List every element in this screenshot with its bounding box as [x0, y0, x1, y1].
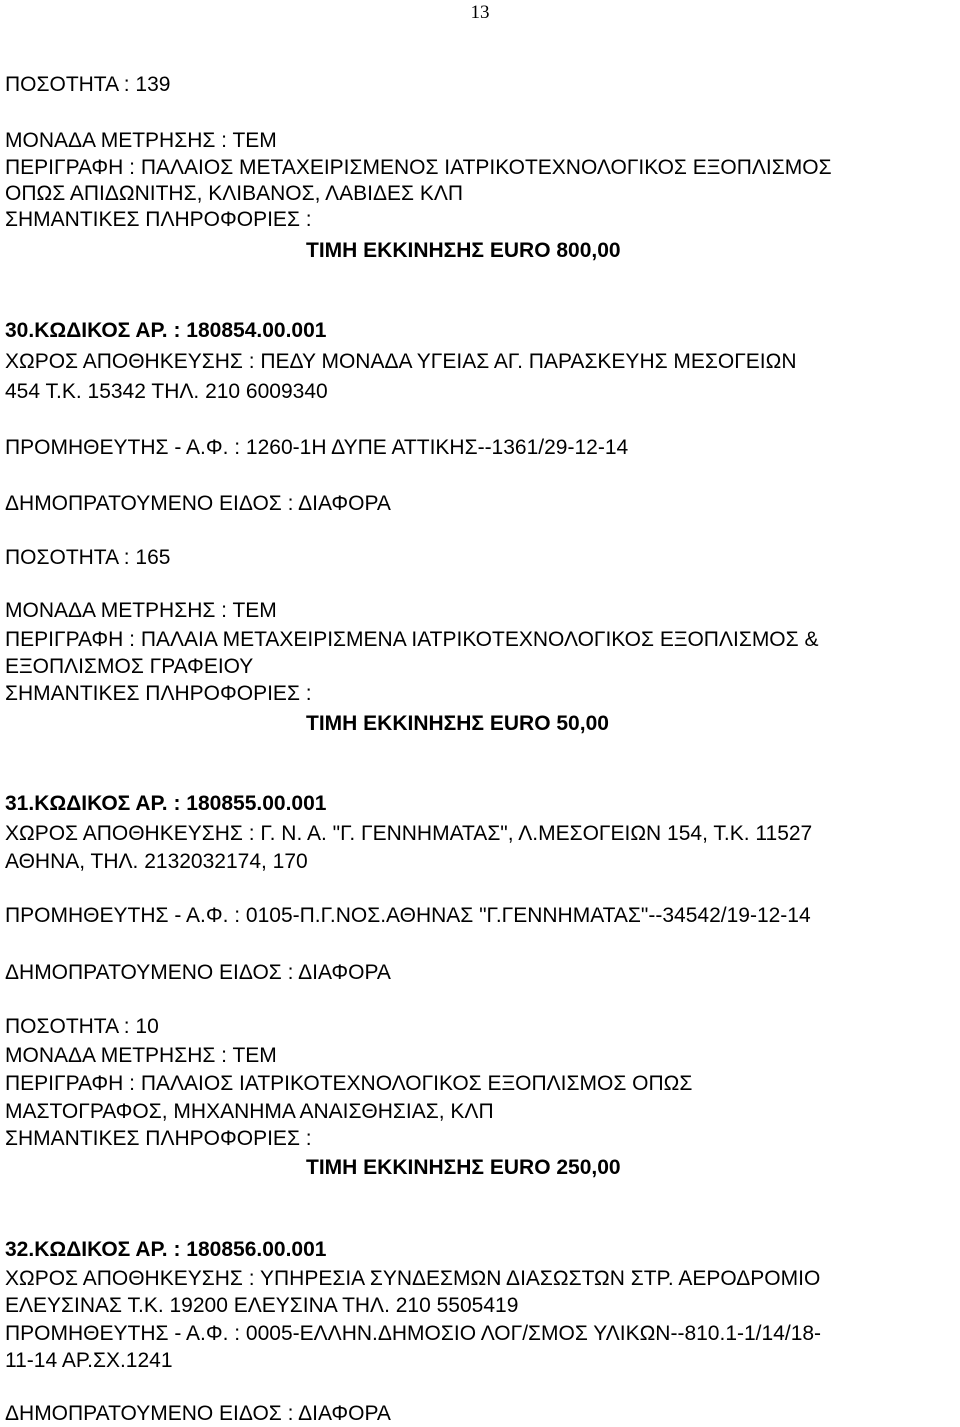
quantity-line: ΠΟΣΟΤΗΤΑ : 10	[5, 1015, 159, 1038]
unit-line: ΜΟΝΑΔΑ ΜΕΤΡΗΣΗΣ : ΤΕΜ	[5, 1044, 277, 1067]
auctioned-item-line: ΔΗΜΟΠΡΑΤΟΥΜΕΝΟ ΕΙΔΟΣ : ΔΙΑΦΟΡΑ	[5, 1402, 391, 1425]
description-line: ΕΞΟΠΛΙΣΜΟΣ ΓΡΑΦΕΙΟΥ	[5, 655, 254, 678]
important-info-line: ΣΗΜΑΝΤΙΚΕΣ ΠΛΗΡΟΦΟΡΙΕΣ :	[5, 208, 312, 231]
important-info-line: ΣΗΜΑΝΤΙΚΕΣ ΠΛΗΡΟΦΟΡΙΕΣ :	[5, 1127, 312, 1150]
item-code-line: 31.ΚΩΔΙΚΟΣ ΑΡ. : 180855.00.001	[5, 792, 327, 815]
supplier-line: ΠΡΟΜΗΘΕΥΤΗΣ - Α.Φ. : 0005-ΕΛΛΗΝ.ΔΗΜΟΣΙΟ ΛΟΓ/ΣΜΟΣ ΥΛΙΚΩΝ--810.1-1/14/18-	[5, 1322, 822, 1345]
storage-location-line: ΧΩΡΟΣ ΑΠΟΘΗΚΕΥΣΗΣ : ΠΕΔΥ ΜΟΝΑΔΑ ΥΓΕΙΑΣ ΑΓ. ΠΑΡΑΣΚΕΥΗΣ ΜΕΣΟΓΕΙΩΝ	[5, 350, 797, 373]
item-code-line: 32.ΚΩΔΙΚΟΣ ΑΡ. : 180856.00.001	[5, 1238, 327, 1261]
auctioned-item-line: ΔΗΜΟΠΡΑΤΟΥΜΕΝΟ ΕΙΔΟΣ : ΔΙΑΦΟΡΑ	[5, 961, 391, 984]
auctioned-item-line: ΔΗΜΟΠΡΑΤΟΥΜΕΝΟ ΕΙΔΟΣ : ΔΙΑΦΟΡΑ	[5, 492, 391, 515]
storage-location-line: ΧΩΡΟΣ ΑΠΟΘΗΚΕΥΣΗΣ : Γ. Ν. Α. "Γ. ΓΕΝΝΗΜΑΤΑΣ", Λ.ΜΕΣΟΓΕΙΩΝ 154, Τ.Κ. 11527	[5, 822, 813, 845]
description-line: ΠΕΡΙΓΡΑΦΗ : ΠΑΛΑΙΟΣ ΜΕΤΑΧΕΙΡΙΣΜΕΝΟΣ ΙΑΤΡΙΚΟΤΕΧΝΟΛΟΓΙΚΟΣ ΕΞΟΠΛΙΣΜΟΣ	[5, 156, 832, 179]
description-line: ΟΠΩΣ ΑΠΙΔΩΝΙΤΗΣ, ΚΛΙΒΑΝΟΣ, ΛΑΒΙΔΕΣ ΚΛΠ	[5, 182, 464, 205]
description-line: ΜΑΣΤΟΓΡΑΦΟΣ, ΜΗΧΑΝΗΜΑ ΑΝΑΙΣΘΗΣΙΑΣ, ΚΛΠ	[5, 1100, 494, 1123]
starting-price-line: ΤΙΜΗ ΕΚΚΙΝΗΣΗΣ EURO 250,00	[306, 1156, 621, 1179]
description-line: ΠΕΡΙΓΡΑΦΗ : ΠΑΛΑΙΑ ΜΕΤΑΧΕΙΡΙΣΜΕΝΑ ΙΑΤΡΙΚΟΤΕΧΝΟΛΟΓΙΚΟΣ ΕΞΟΠΛΙΣΜΟΣ &	[5, 628, 819, 651]
quantity-line: ΠΟΣΟΤΗΤΑ : 165	[5, 546, 171, 569]
storage-location-line: ΧΩΡΟΣ ΑΠΟΘΗΚΕΥΣΗΣ : ΥΠΗΡΕΣΙΑ ΣΥΝΔΕΣΜΩΝ ΔΙΑΣΩΣΤΩΝ ΣΤΡ. ΑΕΡΟΔΡΟΜΙΟ	[5, 1267, 821, 1290]
storage-location-line: ΑΘΗΝΑ, ΤΗΛ. 2132032174, 170	[5, 850, 308, 873]
item-code-line: 30.ΚΩΔΙΚΟΣ ΑΡ. : 180854.00.001	[5, 319, 327, 342]
unit-line: ΜΟΝΑΔΑ ΜΕΤΡΗΣΗΣ : ΤΕΜ	[5, 129, 277, 152]
starting-price-line: ΤΙΜΗ ΕΚΚΙΝΗΣΗΣ EURO 50,00	[306, 712, 609, 735]
supplier-line: ΠΡΟΜΗΘΕΥΤΗΣ - Α.Φ. : 1260-1Η ΔΥΠΕ ΑΤΤΙΚΗΣ--1361/29-12-14	[5, 436, 629, 459]
important-info-line: ΣΗΜΑΝΤΙΚΕΣ ΠΛΗΡΟΦΟΡΙΕΣ :	[5, 682, 312, 705]
supplier-line: 11-14 ΑΡ.ΣΧ.1241	[5, 1349, 173, 1372]
storage-location-line: 454 Τ.Κ. 15342 ΤΗΛ. 210 6009340	[5, 380, 328, 403]
supplier-line: ΠΡΟΜΗΘΕΥΤΗΣ - Α.Φ. : 0105-Π.Γ.ΝΟΣ.ΑΘΗΝΑΣ "Γ.ΓΕΝΝΗΜΑΤΑΣ"--34542/19-12-14	[5, 904, 811, 927]
unit-line: ΜΟΝΑΔΑ ΜΕΤΡΗΣΗΣ : ΤΕΜ	[5, 599, 277, 622]
storage-location-line: ΕΛΕΥΣΙΝΑΣ Τ.Κ. 19200 ΕΛΕΥΣΙΝΑ ΤΗΛ. 210 5505419	[5, 1294, 519, 1317]
page-number: 13	[470, 2, 490, 23]
description-line: ΠΕΡΙΓΡΑΦΗ : ΠΑΛΑΙΟΣ ΙΑΤΡΙΚΟΤΕΧΝΟΛΟΓΙΚΟΣ ΕΞΟΠΛΙΣΜΟΣ ΟΠΩΣ	[5, 1072, 693, 1095]
quantity-line: ΠΟΣΟΤΗΤΑ : 139	[5, 73, 171, 96]
starting-price-line: ΤΙΜΗ ΕΚΚΙΝΗΣΗΣ EURO 800,00	[306, 239, 621, 262]
